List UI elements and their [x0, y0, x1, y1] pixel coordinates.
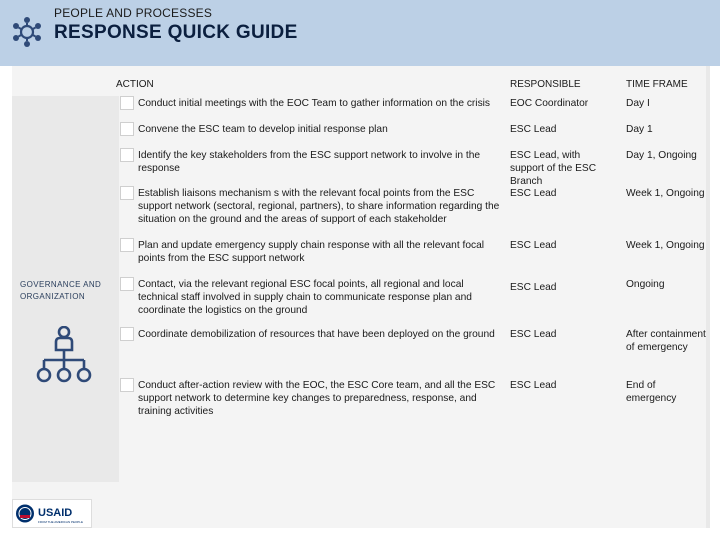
row-checkbox[interactable] — [120, 148, 134, 162]
network-people-icon — [12, 16, 42, 48]
action-text: Conduct after-action review with the EOC, the ESC Core team, and all the ESC support network to determine key changes to preparedness, response, and training activities — [138, 380, 496, 417]
row-checkbox[interactable] — [120, 238, 134, 252]
timeframe-text: End of emergency — [626, 380, 677, 404]
action-text: Establish liaisons mechanism s with the relevant focal points from the ESC support network (sectoral, regional, partners), to share information regarding the situation on the ground and the areas of support of each stakeholder — [138, 188, 500, 225]
responsible-text: ESC Lead — [510, 380, 557, 391]
usaid-tagline: FROM THE AMERICAN PEOPLE — [38, 520, 83, 524]
row-checkbox[interactable] — [120, 186, 134, 200]
responsible-text: ESC Lead, with support of the ESC Branch — [510, 150, 597, 187]
action-text: Conduct initial meetings with the EOC Team to gather information on the crisis — [138, 98, 491, 109]
section-label: PEOPLE AND PROCESSES — [54, 6, 213, 20]
timeframe-text: Day I — [626, 98, 650, 109]
action-text: Plan and update emergency supply chain response with all the relevant focal points from the ESC support network — [138, 240, 485, 264]
row-checkbox[interactable] — [120, 327, 134, 341]
row-checkbox[interactable] — [120, 378, 134, 392]
timeframe-text: Ongoing — [626, 279, 665, 290]
timeframe-text: Week 1, Ongoing — [626, 240, 705, 251]
timeframe-text: After containment of emergency — [626, 329, 706, 353]
responsible-text: ESC Lead — [510, 188, 557, 199]
action-text: Contact, via the relevant regional ESC focal points, all regional and local technical staff involved in supply chain to communicate response plan and coordinate the logistics on the ground — [138, 279, 472, 316]
column-header-timeframe: TIME FRAME — [626, 79, 688, 90]
timeframe-text: Day 1 — [626, 124, 653, 135]
row-checkbox[interactable] — [120, 122, 134, 136]
usaid-wordmark: USAID — [38, 507, 73, 519]
action-text: Coordinate demobilization of resources that have been deployed on the ground — [138, 329, 495, 340]
responsible-text: ESC Lead — [510, 282, 557, 293]
usaid-seal-icon — [13, 500, 91, 527]
column-header-action: ACTION — [116, 79, 154, 90]
column-header-responsible: RESPONSIBLE — [510, 79, 581, 90]
responsible-text: ESC Lead — [510, 124, 557, 135]
page-title: RESPONSE QUICK GUIDE — [54, 22, 298, 43]
usaid-logo — [12, 499, 92, 528]
row-checkbox[interactable] — [120, 277, 134, 291]
org-chart-icon — [34, 326, 94, 384]
header-banner — [0, 0, 720, 66]
responsible-text: EOC Coordinator — [510, 98, 589, 109]
action-text: Identify the key stakeholders from the ESC support network to involve in the response — [138, 150, 481, 174]
responsible-text: ESC Lead — [510, 329, 557, 340]
timeframe-text: Day 1, Ongoing — [626, 150, 697, 161]
responsible-text: ESC Lead — [510, 240, 557, 251]
action-text: Convene the ESC team to develop initial response plan — [138, 124, 388, 135]
timeframe-text: Week 1, Ongoing — [626, 188, 705, 199]
row-checkbox[interactable] — [120, 96, 134, 110]
category-label: GOVERNANCE AND ORGANIZATION — [20, 280, 102, 301]
